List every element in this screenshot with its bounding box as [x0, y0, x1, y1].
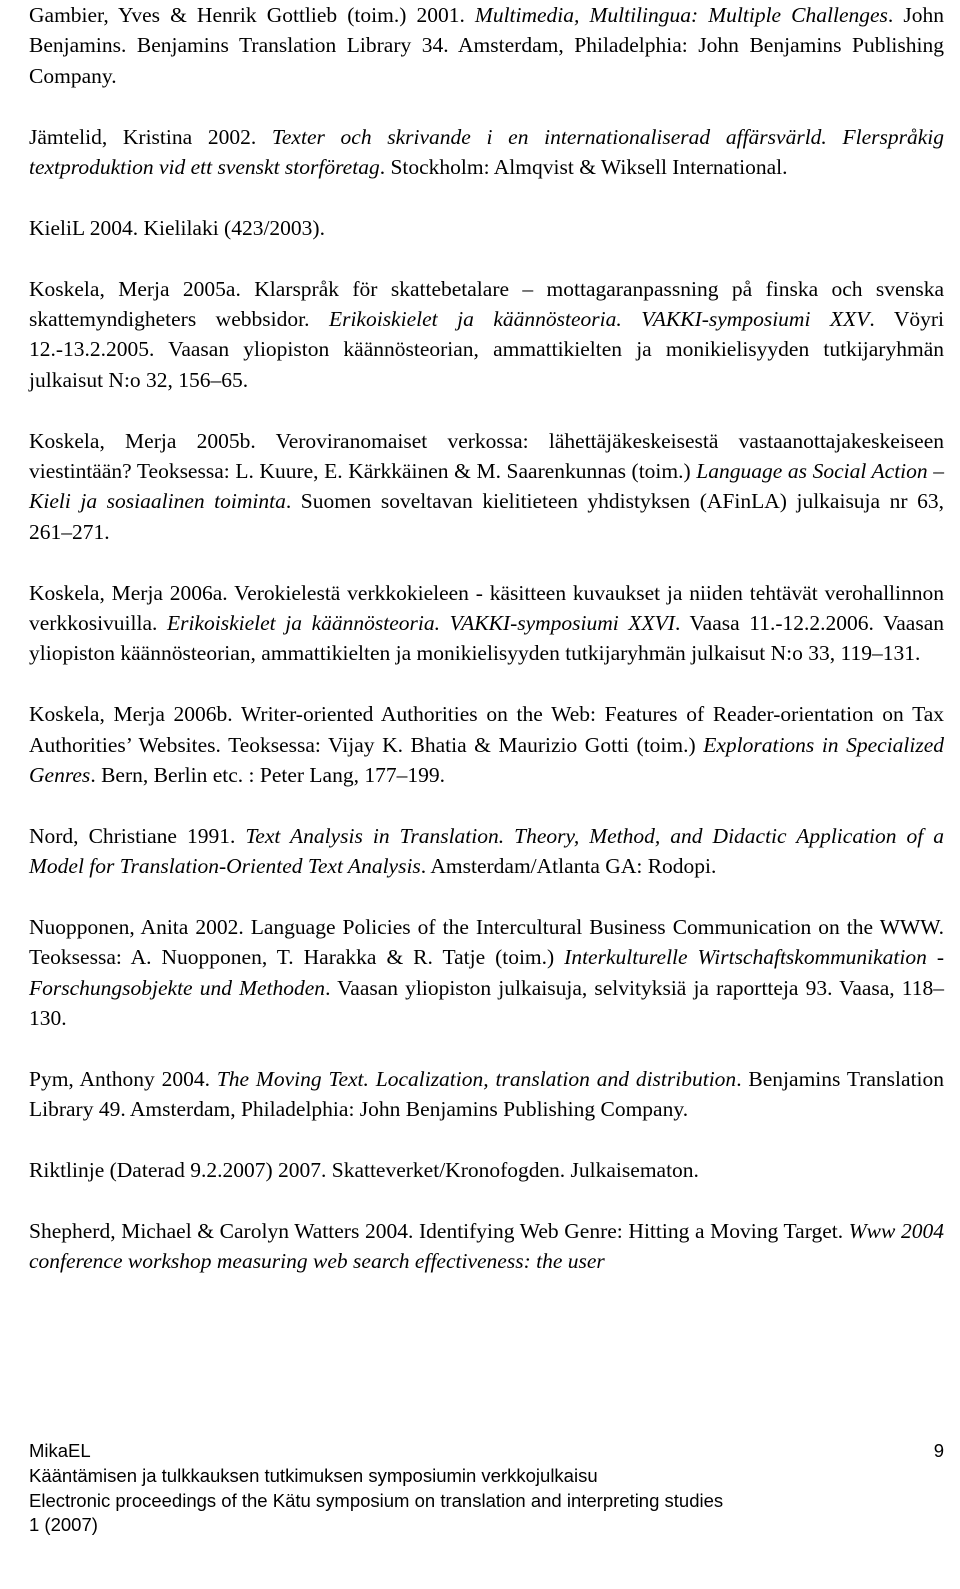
- reference-entry: [29, 122, 944, 183]
- reference-entry: [29, 578, 944, 669]
- reference-text: . Bern, Berlin etc. : Peter Lang, 177–199.: [90, 763, 445, 788]
- reference-text: Gambier, Yves & Henrik Gottlieb (toim.) 2001.: [29, 3, 475, 27]
- reference-text: . Suomen soveltavan kielitieteen yhdistyksen (AFinLA) julkaisuja nr 63, 261–271.: [29, 489, 944, 544]
- reference-entry: [29, 821, 944, 882]
- reference-text: . Benjamins Translation Library 49. Amsterdam, Philadelphia: John Benjamins Publishing Company.: [29, 1067, 945, 1122]
- reference-entry: [29, 699, 944, 790]
- reference-title-italic: Multimedia, Multilingua: Multiple Challenges: [474, 3, 888, 27]
- reference-entry: [29, 912, 944, 1034]
- reference-text: . Stockholm: Almqvist & Wiksell International.: [379, 155, 788, 180]
- footer-volume: 1 (2007): [29, 1514, 98, 1536]
- reference-text: Shepherd, Michael & Carolyn Watters 2004. Identifying Web Genre: Hitting a Moving Target.: [29, 1219, 849, 1244]
- reference-text: . John Benjamins. Benjamins Translation Library 34. Amsterdam, Philadelphia: John Benjamins Publishing Company.: [29, 3, 944, 88]
- page-footer: [29, 1439, 944, 1538]
- page-number: 9: [933, 1440, 944, 1461]
- reference-entry: [29, 426, 944, 548]
- footer-title-en: Electronic proceedings of the Kätu symposium on translation and interpreting studies: [29, 1489, 724, 1511]
- reference-text: . Vöyri 12.-13.2.2005. Vaasan yliopiston käännösteorian, ammattikielten ja monikielisyyden tutkijaryhmän julkaisut N:o 32, 156–65.: [29, 307, 944, 392]
- reference-title-italic: Erikoiskielet ja käännösteoria. VAKKI-symposiumi XXVI: [166, 611, 675, 636]
- reference-text: Jämtelid, Kristina 2002.: [29, 124, 272, 149]
- reference-text: Nuopponen, Anita 2002. Language Policies of the Intercultural Business Communication on the WWW. Teoksessa: A. Nuopponen, T. Harakka & R. Tatje (toim.): [29, 915, 944, 970]
- reference-list: [29, 0, 944, 1307]
- reference-title-italic: Www 2004 conference workshop measuring web search effectiveness: the user: [29, 1219, 945, 1274]
- reference-title-italic: Texter och skrivande i en internationaliserad affärsvärld. Flerspråkig textproduktion vid ett svenskt storföretag: [29, 124, 944, 180]
- reference-text: Pym, Anthony 2004.: [29, 1067, 217, 1092]
- reference-text: Koskela, Merja 2005b. Veroviranomaiset verkossa: lähettäjäkeskeisestä vastaanottajakeskeiseen viestintään? Teoksessa: L. Kuure, E. Kärkkäinen & M. Saarenkunnas (toim.): [29, 428, 944, 484]
- reference-entry: [29, 1064, 944, 1125]
- reference-entry: [29, 274, 944, 396]
- reference-title-italic: Erikoiskielet ja käännösteoria. VAKKI-symposiumi XXV: [328, 307, 870, 332]
- reference-title-italic: The Moving Text. Localization, translation and distribution: [216, 1067, 737, 1092]
- reference-entry: [29, 1155, 944, 1185]
- reference-text: Nord, Christiane 1991.: [29, 823, 246, 848]
- reference-entry: [29, 213, 944, 243]
- reference-text: . Vaasan yliopiston julkaisuja, selvityksiä ja raportteja 93. Vaasa, 118–130.: [29, 975, 945, 1031]
- footer-title-fi: Kääntämisen ja tulkkauksen tutkimuksen symposiumin verkkojulkaisu: [29, 1464, 598, 1486]
- reference-text: Koskela, Merja 2006b. Writer-oriented Authorities on the Web: Features of Reader-orientation on Tax Authorities’ Websites. Teoksessa: Vijay K. Bhatia & Maurizio Gotti (toim.): [29, 702, 944, 757]
- journal-name: MikaEL: [29, 1440, 91, 1461]
- reference-title-italic: Text Analysis in Translation. Theory, Method, and Didactic Application of a Model for Translation-Oriented Text Analysis: [29, 823, 944, 879]
- reference-text: Koskela, Merja 2005a. Klarspråk för skattebetalare – mottagaranpassning på finska och svenska skattemyndigheters webbsidor.: [29, 276, 944, 332]
- reference-text: Koskela, Merja 2006a. Verokielestä verkkokieleen - käsitteen kuvaukset ja niiden tehtävät verohallinnon verkkosivuilla.: [29, 580, 944, 636]
- reference-entry: [29, 1216, 944, 1277]
- reference-title-italic: Interkulturelle Wirtschaftskommunikation - Forschungsobjekte und Methoden: [29, 945, 944, 1000]
- reference-text: Riktlinje (Daterad 9.2.2007) 2007. Skatteverket/Kronofogden. Julkaisematon.: [29, 1158, 699, 1183]
- reference-text: KieliL 2004. Kielilaki (423/2003).: [29, 215, 325, 240]
- reference-title-italic: Language as Social Action – Kieli ja sosiaalinen toiminta: [29, 459, 944, 514]
- reference-text: . Amsterdam/Atlanta GA: Rodopi.: [420, 854, 717, 879]
- reference-title-italic: Explorations in Specialized Genres: [29, 732, 945, 788]
- reference-entry: [29, 0, 944, 91]
- reference-text: . Vaasa 11.-12.2.2006. Vaasan yliopiston käännösteorian, ammattikielten ja monikielisyyden tutkijaryhmän julkaisut N:o 33, 119–131.: [29, 611, 944, 666]
